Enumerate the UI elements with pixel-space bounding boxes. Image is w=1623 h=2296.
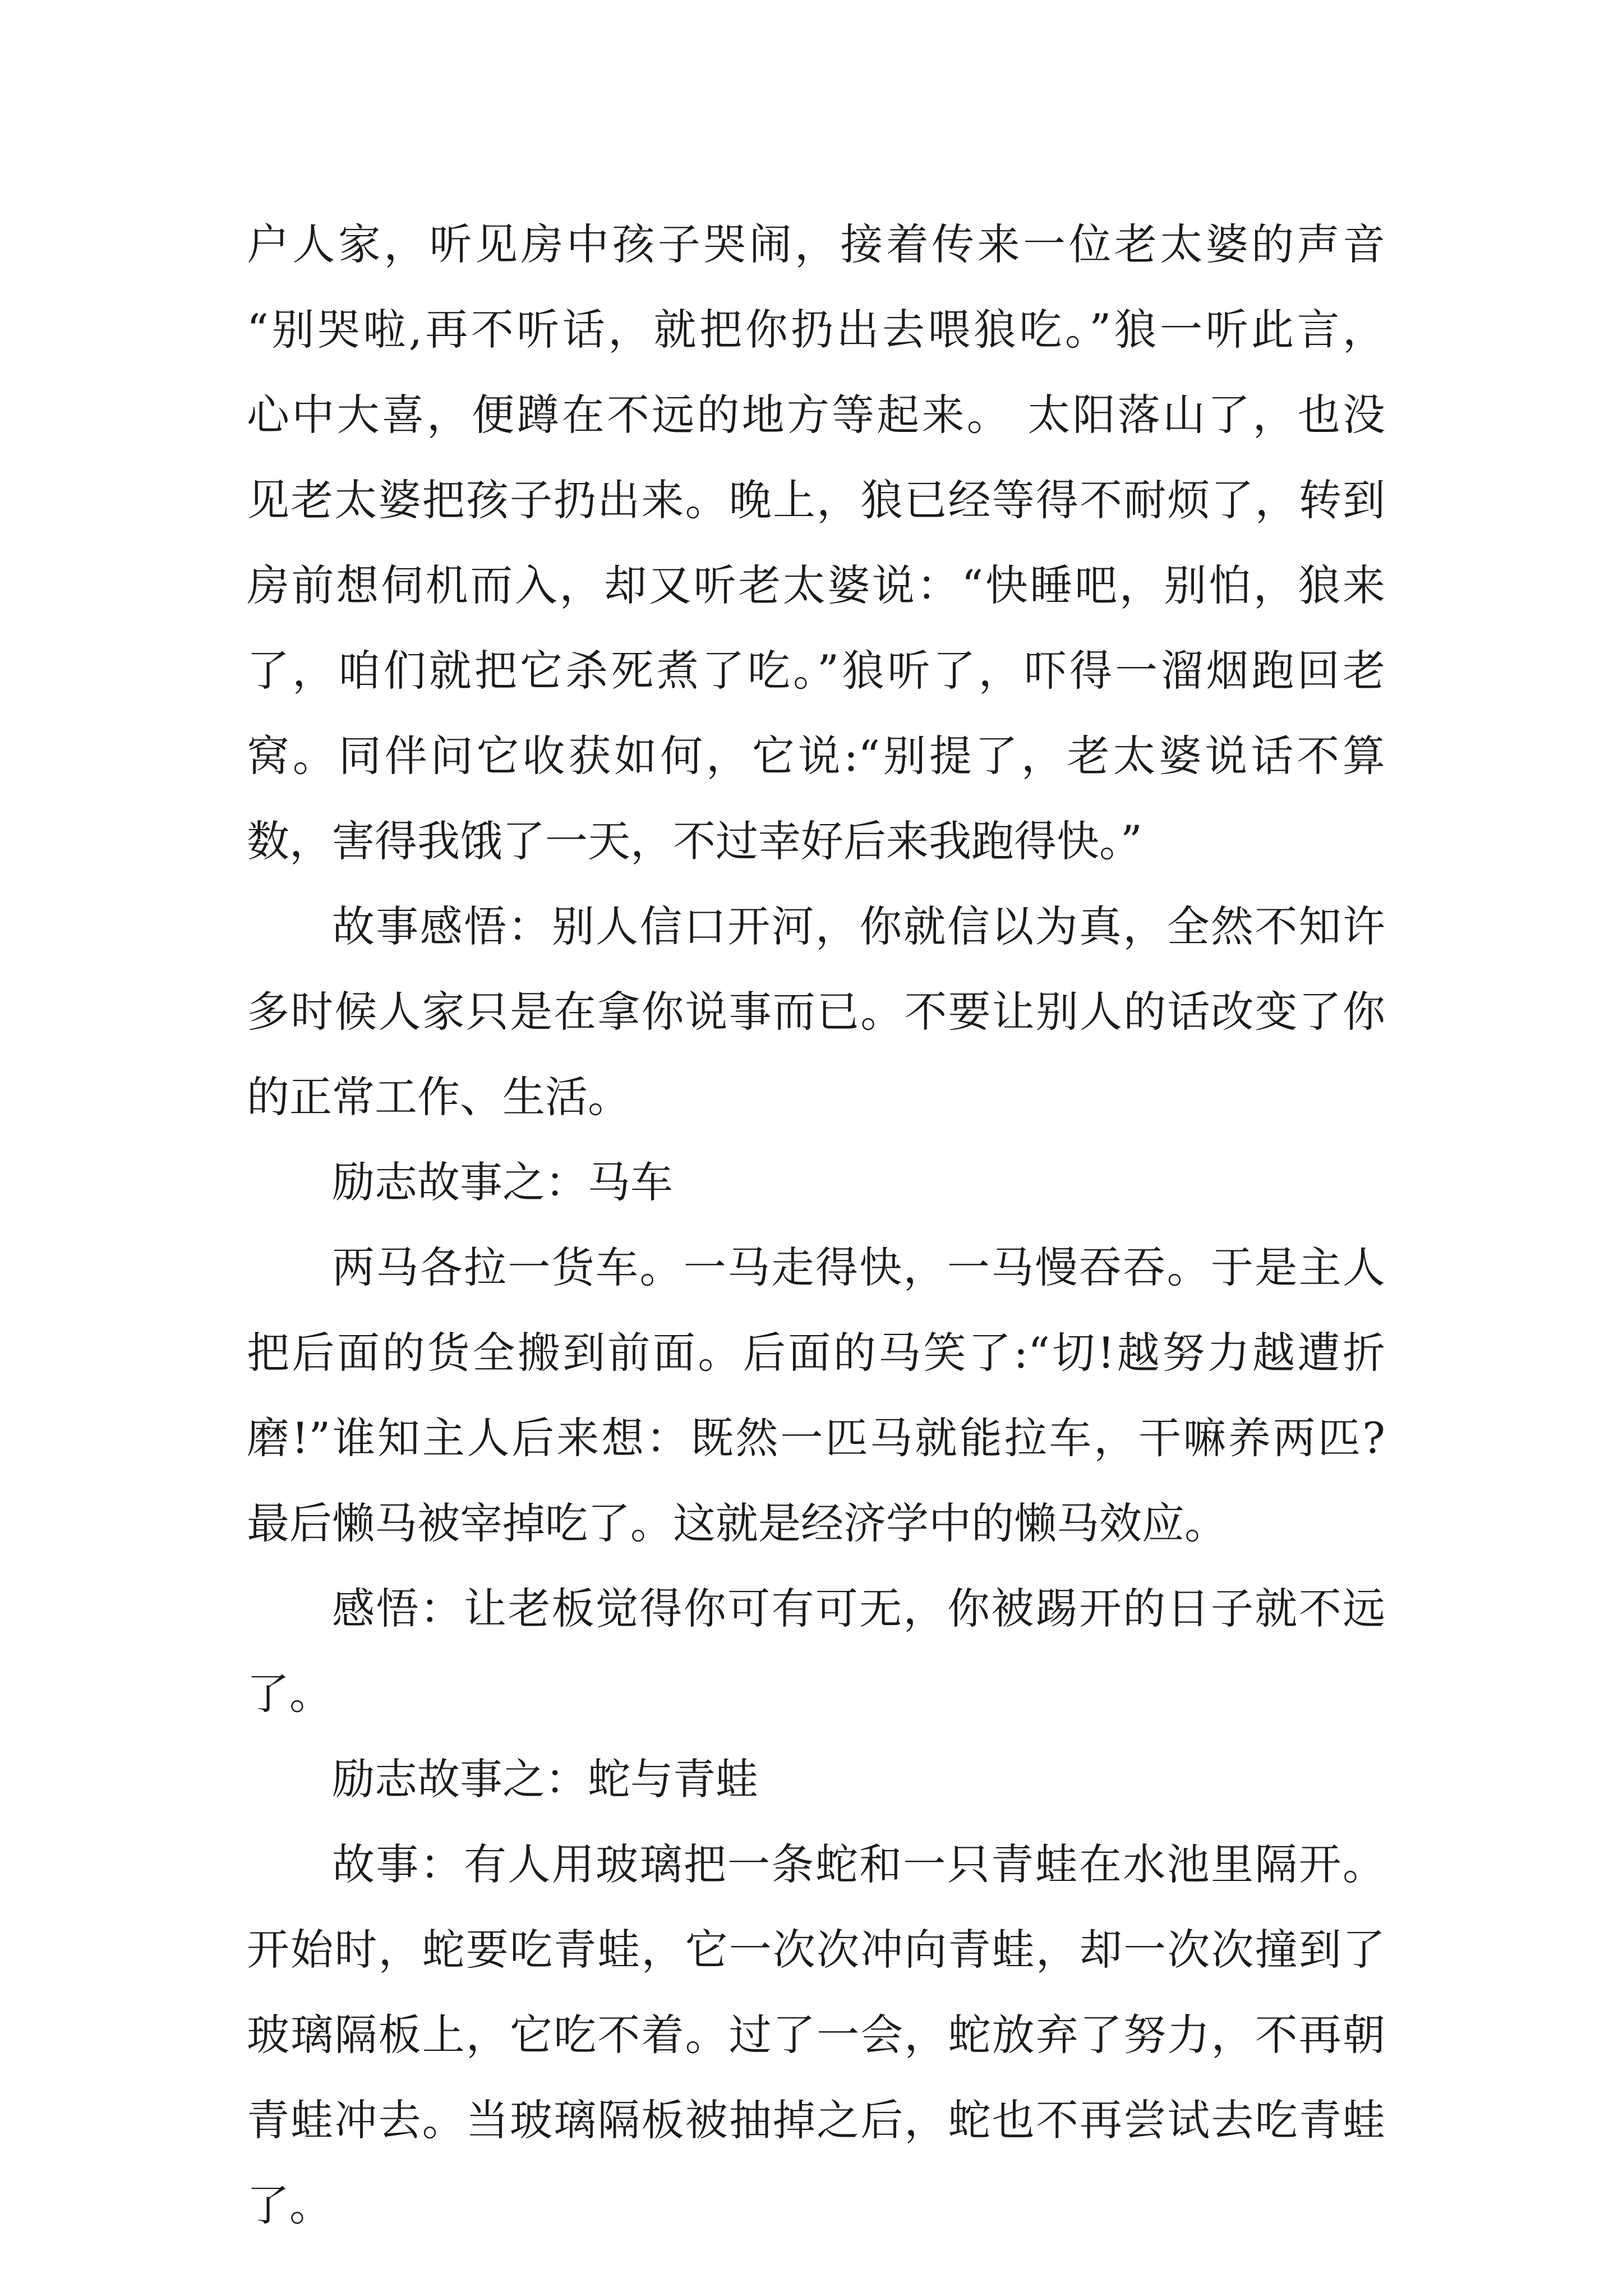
text-line-21: 开始时，蛇要吃青蛙，它一次次冲向青蛙，却一次次撞到了 bbox=[247, 1925, 1385, 1975]
text-line-3: 心中大喜，便蹲在不远的地方等起来。 太阳落山了，也没 bbox=[247, 390, 1385, 440]
text-line-11: 的正常工作、生活。 bbox=[247, 1072, 630, 1122]
text-line-17: 感悟：让老板觉得你可有可无，你被踢开的日子就不远 bbox=[332, 1584, 1385, 1634]
text-line-20: 故事：有人用玻璃把一条蛇和一只青蛙在水池里隔开。 bbox=[332, 1839, 1385, 1889]
text-line-22: 玻璃隔板上，它吃不着。过了一会，蛇放弃了努力，不再朝 bbox=[247, 2010, 1385, 2060]
text-line-16: 最后懒马被宰掉吃了。这就是经济学中的懒马效应。 bbox=[247, 1498, 1227, 1548]
text-line-8: 数，害得我饿了一天，不过幸好后来我跑得快。” bbox=[247, 816, 1142, 866]
text-line-9: 故事感悟：别人信口开河，你就信以为真，全然不知许 bbox=[332, 901, 1385, 951]
text-line-14: 把后面的货全搬到前面。后面的马笑了:“切!越努力越遭折 bbox=[247, 1328, 1385, 1378]
text-line-5: 房前想伺机而入，却又听老太婆说：“快睡吧，别怕，狼来 bbox=[247, 560, 1385, 610]
text-line-15: 磨!”谁知主人后来想：既然一匹马就能拉车，干嘛养两匹? bbox=[247, 1413, 1385, 1463]
text-line-6: 了，咱们就把它杀死煮了吃。”狼听了，吓得一溜烟跑回老 bbox=[247, 646, 1385, 696]
text-line-7: 窝。同伴问它收获如何，它说:“别提了，老太婆说话不算 bbox=[247, 731, 1385, 781]
text-line-4: 见老太婆把孩子扔出来。晚上，狼已经等得不耐烦了，转到 bbox=[247, 475, 1385, 525]
section-heading-snake-frog: 励志故事之：蛇与青蛙 bbox=[332, 1754, 758, 1804]
section-heading-horse-cart: 励志故事之：马车 bbox=[332, 1157, 673, 1207]
text-line-2: “别哭啦,再不听话，就把你扔出去喂狼吃。”狼一听此言， bbox=[247, 305, 1385, 355]
text-line-23: 青蛙冲去。当玻璃隔板被抽掉之后，蛇也不再尝试去吃青蛙 bbox=[247, 2095, 1385, 2145]
text-line-24: 了。 bbox=[247, 2180, 332, 2230]
text-line-13: 两马各拉一货车。一马走得快，一马慢吞吞。于是主人 bbox=[332, 1243, 1385, 1292]
body-text bbox=[247, 202, 1385, 2248]
text-line-18: 了。 bbox=[247, 1669, 332, 1719]
text-line-1: 户人家，听见房中孩子哭闹，接着传来一位老太婆的声音 bbox=[247, 219, 1385, 269]
text-line-10: 多时候人家只是在拿你说事而已。不要让别人的话改变了你 bbox=[247, 987, 1385, 1037]
